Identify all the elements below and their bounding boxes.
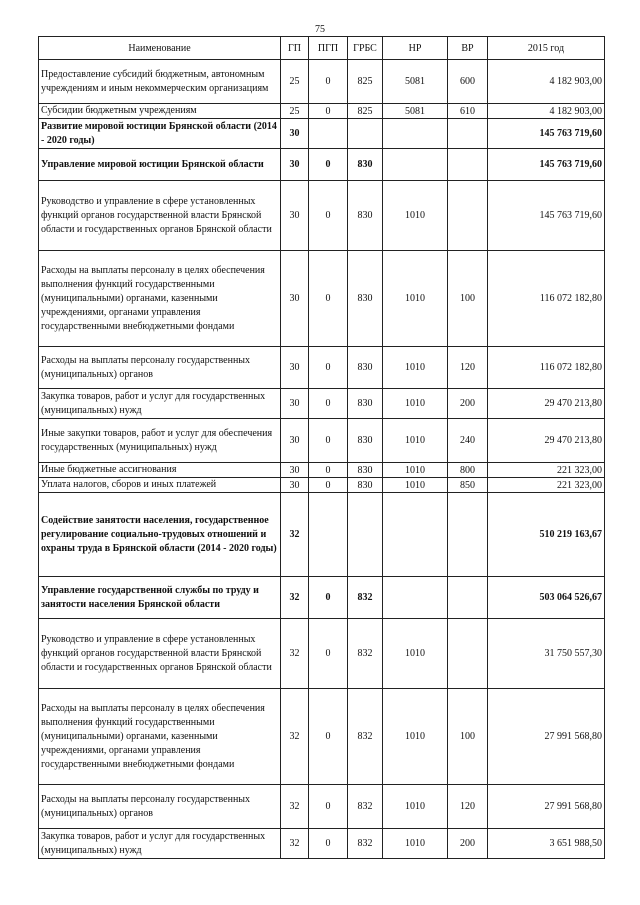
row-amount: 4 182 903,00	[488, 60, 605, 104]
table-row	[39, 785, 605, 829]
row-nr: 1010	[383, 347, 448, 389]
col-header-grbs: ГРБС	[348, 37, 383, 60]
row-vr: 600	[448, 60, 488, 104]
row-pgp: 0	[309, 149, 348, 181]
row-gp: 30	[281, 463, 309, 478]
row-gp: 30	[281, 251, 309, 347]
row-vr	[448, 493, 488, 577]
col-header-vr: ВР	[448, 37, 488, 60]
row-grbs: 830	[348, 463, 383, 478]
row-amount: 145 763 719,60	[488, 119, 605, 149]
row-vr	[448, 119, 488, 149]
row-amount: 29 470 213,80	[488, 389, 605, 419]
row-amount: 503 064 526,67	[488, 577, 605, 619]
row-grbs: 832	[348, 829, 383, 859]
row-vr: 240	[448, 419, 488, 463]
row-gp: 30	[281, 347, 309, 389]
row-vr: 100	[448, 251, 488, 347]
page-number: 75	[315, 24, 325, 35]
row-pgp: 0	[309, 251, 348, 347]
row-pgp	[309, 119, 348, 149]
row-gp: 30	[281, 181, 309, 251]
row-amount: 116 072 182,80	[488, 251, 605, 347]
row-gp: 32	[281, 577, 309, 619]
row-nr: 1010	[383, 389, 448, 419]
row-amount: 3 651 988,50	[488, 829, 605, 859]
table-row	[39, 478, 605, 493]
row-name: Иные закупки товаров, работ и услуг для обеспечения государственных (муниципальных) нужд	[39, 419, 281, 463]
table-row	[39, 463, 605, 478]
row-nr: 1010	[383, 251, 448, 347]
row-grbs: 830	[348, 389, 383, 419]
row-grbs: 830	[348, 251, 383, 347]
row-vr: 120	[448, 347, 488, 389]
row-nr: 5081	[383, 104, 448, 119]
row-nr: 1010	[383, 619, 448, 689]
row-vr	[448, 149, 488, 181]
row-pgp: 0	[309, 347, 348, 389]
table-row	[39, 60, 605, 104]
row-pgp: 0	[309, 785, 348, 829]
row-amount: 27 991 568,80	[488, 785, 605, 829]
row-amount: 145 763 719,60	[488, 149, 605, 181]
row-grbs: 830	[348, 181, 383, 251]
row-grbs: 830	[348, 419, 383, 463]
row-pgp: 0	[309, 104, 348, 119]
table-row	[39, 149, 605, 181]
row-name: Развитие мировой юстиции Брянской области (2014 - 2020 годы)	[39, 119, 281, 149]
row-gp: 30	[281, 389, 309, 419]
row-name: Субсидии бюджетным учреждениям	[39, 104, 281, 119]
row-nr: 1010	[383, 419, 448, 463]
row-name: Расходы на выплаты персоналу государственных (муниципальных) органов	[39, 785, 281, 829]
col-header-name: Наименование	[39, 37, 281, 60]
col-header-nr: НР	[383, 37, 448, 60]
row-gp: 32	[281, 829, 309, 859]
table-row	[39, 251, 605, 347]
row-vr: 200	[448, 389, 488, 419]
col-header-pgp: ПГП	[309, 37, 348, 60]
row-amount: 145 763 719,60	[488, 181, 605, 251]
row-pgp: 0	[309, 689, 348, 785]
row-name: Управление мировой юстиции Брянской области	[39, 149, 281, 181]
row-name: Закупка товаров, работ и услуг для государственных (муниципальных) нужд	[39, 829, 281, 859]
row-nr: 1010	[383, 478, 448, 493]
row-name: Уплата налогов, сборов и иных платежей	[39, 478, 281, 493]
row-pgp: 0	[309, 619, 348, 689]
row-nr	[383, 493, 448, 577]
table-row	[39, 181, 605, 251]
row-vr: 800	[448, 463, 488, 478]
row-pgp	[309, 493, 348, 577]
row-nr	[383, 577, 448, 619]
row-nr: 1010	[383, 181, 448, 251]
row-name: Содействие занятости населения, государственное регулирование социально-трудовых отношений и охраны труда в Брянской области (2014 - 2020 годы)	[39, 493, 281, 577]
table-row	[39, 493, 605, 577]
row-pgp: 0	[309, 389, 348, 419]
header-row	[39, 37, 605, 60]
row-nr	[383, 119, 448, 149]
row-vr: 100	[448, 689, 488, 785]
row-grbs: 832	[348, 577, 383, 619]
row-grbs: 825	[348, 60, 383, 104]
row-grbs: 832	[348, 619, 383, 689]
row-gp: 25	[281, 60, 309, 104]
row-amount: 4 182 903,00	[488, 104, 605, 119]
row-name: Руководство и управление в сфере установленных функций органов государственной власти Брянской области и государственных органов Брянской области	[39, 619, 281, 689]
col-header-year: 2015 год	[488, 37, 605, 60]
row-name: Расходы на выплаты персоналу государственных (муниципальных) органов	[39, 347, 281, 389]
row-nr: 1010	[383, 463, 448, 478]
row-nr: 1010	[383, 689, 448, 785]
row-vr: 610	[448, 104, 488, 119]
row-gp: 32	[281, 689, 309, 785]
row-grbs: 830	[348, 347, 383, 389]
row-pgp: 0	[309, 463, 348, 478]
row-grbs: 830	[348, 149, 383, 181]
row-gp: 32	[281, 785, 309, 829]
row-vr	[448, 619, 488, 689]
row-pgp: 0	[309, 829, 348, 859]
row-gp: 30	[281, 478, 309, 493]
row-name: Предоставление субсидий бюджетным, автономным учреждениям и иным некоммерческим организациям	[39, 60, 281, 104]
row-grbs: 830	[348, 478, 383, 493]
row-gp: 30	[281, 419, 309, 463]
row-name: Закупка товаров, работ и услуг для государственных (муниципальных) нужд	[39, 389, 281, 419]
table-row	[39, 419, 605, 463]
col-header-gp: ГП	[281, 37, 309, 60]
table-row	[39, 104, 605, 119]
table-row	[39, 347, 605, 389]
row-grbs	[348, 119, 383, 149]
row-grbs	[348, 493, 383, 577]
row-amount: 31 750 557,30	[488, 619, 605, 689]
row-grbs: 832	[348, 785, 383, 829]
row-amount: 221 323,00	[488, 478, 605, 493]
row-name: Управление государственной службы по труду и занятости населения Брянской области	[39, 577, 281, 619]
row-nr	[383, 149, 448, 181]
table-row	[39, 689, 605, 785]
row-gp: 30	[281, 119, 309, 149]
row-grbs: 832	[348, 689, 383, 785]
row-amount: 221 323,00	[488, 463, 605, 478]
row-pgp: 0	[309, 478, 348, 493]
table-row	[39, 829, 605, 859]
row-vr	[448, 181, 488, 251]
row-grbs: 825	[348, 104, 383, 119]
row-amount: 116 072 182,80	[488, 347, 605, 389]
row-nr: 1010	[383, 829, 448, 859]
row-vr: 200	[448, 829, 488, 859]
row-vr: 120	[448, 785, 488, 829]
row-gp: 32	[281, 493, 309, 577]
row-vr	[448, 577, 488, 619]
row-amount: 27 991 568,80	[488, 689, 605, 785]
row-vr: 850	[448, 478, 488, 493]
row-gp: 32	[281, 619, 309, 689]
row-name: Руководство и управление в сфере установленных функций органов государственной власти Брянской области и государственных органов Брянской области	[39, 181, 281, 251]
row-pgp: 0	[309, 577, 348, 619]
row-nr: 5081	[383, 60, 448, 104]
table-row	[39, 389, 605, 419]
row-name: Расходы на выплаты персоналу в целях обеспечения выполнения функций государственными (муниципальными) органами, казенными учреждениями, органами управления государственными внебюджетными фондами	[39, 251, 281, 347]
row-pgp: 0	[309, 60, 348, 104]
table-row	[39, 577, 605, 619]
row-amount: 29 470 213,80	[488, 419, 605, 463]
row-pgp: 0	[309, 419, 348, 463]
table-row	[39, 619, 605, 689]
row-name: Расходы на выплаты персоналу в целях обеспечения выполнения функций государственными (муниципальными) органами, казенными учреждениями, органами управления государственными внебюджетными фондами	[39, 689, 281, 785]
row-name: Иные бюджетные ассигнования	[39, 463, 281, 478]
row-gp: 25	[281, 104, 309, 119]
row-gp: 30	[281, 149, 309, 181]
table-row	[39, 119, 605, 149]
row-amount: 510 219 163,67	[488, 493, 605, 577]
row-pgp: 0	[309, 181, 348, 251]
budget-table	[38, 36, 605, 859]
row-nr: 1010	[383, 785, 448, 829]
